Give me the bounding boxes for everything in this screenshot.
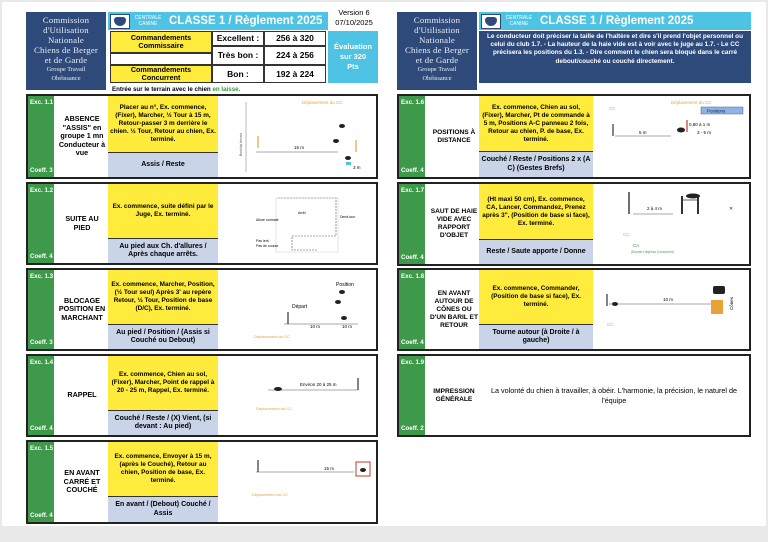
dog-icon xyxy=(686,194,700,199)
title-text: CLASSE 1 / Règlement 2025 xyxy=(540,15,694,27)
heelwork-area xyxy=(276,198,338,252)
exercise-positions: Tourne autour (à Droite / à gauche) xyxy=(479,324,593,349)
exercise-name: BLOCAGE POSITION EN MARCHANT xyxy=(58,295,106,322)
exercise-card xyxy=(397,268,751,351)
diagram-label: Départ xyxy=(292,304,308,310)
exercise-number: Exc. 1.3 Coeff. 3 xyxy=(28,270,54,349)
diagram-label: 3 - 5 m xyxy=(697,130,712,135)
diagram-label: Cônes xyxy=(729,296,734,310)
exercise-diagram xyxy=(218,270,376,349)
logo-sub: Groupe Travail xyxy=(417,66,457,73)
diagram-label: 15 m xyxy=(324,466,335,471)
exercise-description: (Ht maxi 50 cm), Ex. commence, CA, Lancer, Commandez, Prenez après 3", (Position de base si face), Ex. terminé. xyxy=(479,184,593,239)
diagram-label: 2 à 4 m xyxy=(647,206,663,211)
handler-icon xyxy=(258,136,356,152)
range-bon: 192 à 224 xyxy=(264,65,326,83)
instructions-box: Le conducteur doit préciser la taille de l'haltère et dire s'il prend l'objet personnel ou celui du club 1.7. - La hauteur de la haie vide est à voir avec le juge au 1.7. - Le CC précisera les positions du 1.3. - Dire comment le chien sera bloqué dans le carré debout/couché ou couché directement. xyxy=(479,31,751,83)
exercise-description: Placer au n°, Ex. commence, (Fixer), Marcher, ½ Tour à 15 m, Retour-passer 3 m derrière le chien. ½ Tour, Retour au chien, Ex. terminé. xyxy=(108,96,218,152)
exercise-name: POSITIONS À DISTANCE xyxy=(432,128,476,144)
exercise-card xyxy=(397,182,751,266)
logo-sub: Obéissance xyxy=(422,75,452,82)
evaluation-box: Évaluation sur 320 Pts xyxy=(328,31,378,83)
cun-logo xyxy=(397,12,477,90)
diagram-label: Arrêt xyxy=(298,211,306,215)
diagram-label: 10 m xyxy=(663,297,674,302)
diagram-label: Déplacement du CC xyxy=(302,100,343,105)
exercise-positions: Assis / Reste xyxy=(108,152,218,177)
exercise-description: Ex. commence, Chien au sol, (Fixer), Marcher, Pt de commande à 5 m, Positions A-C panneau 2 fois, Retour au chien, P. de base, Ex. terminé. xyxy=(479,96,593,151)
exercise-diagram xyxy=(218,442,376,522)
logo-line: d'Utilisation xyxy=(414,25,460,35)
exercise-description: Ex. commence, Chien au sol, (Fixer), Marcher, Point de rappel à 20 - 25 m, Rappel, Ex. terminé. xyxy=(108,356,218,410)
page-title xyxy=(108,12,328,30)
exercise-positions: Couché / Reste / Positions 2 x (A C) (Gestes Brefs) xyxy=(479,151,593,177)
diagram-label: Positions xyxy=(707,108,726,114)
exercise-diagram xyxy=(593,184,749,264)
diagram-label: Allure normale xyxy=(256,218,279,222)
exercise-name: SAUT DE HAIE VIDE AVEC RAPPORT D'OBJET xyxy=(430,208,478,239)
exercise-description: Ex. commence, suite défini par le Juge, Ex. terminé. xyxy=(108,184,218,238)
diagram-label: 15 m xyxy=(294,145,305,150)
diagram-label: 10 m xyxy=(310,324,321,329)
exercise-number: Exc. 1.1 Coeff. 3 xyxy=(28,96,54,177)
cone-icon xyxy=(711,300,723,314)
logo-line: Commission xyxy=(413,15,461,25)
diagram-label: 5 m xyxy=(639,130,647,135)
exercise-positions: En avant / (Debout) Couché / Assis xyxy=(108,496,218,522)
exercise-comment: La volonté du chien à travailler, à obéir. L'harmonie, la précision, le naturel de l'équipe xyxy=(491,385,737,405)
logo-line: Nationale xyxy=(419,35,455,45)
exercise-positions: Reste / Saute apporte / Donne xyxy=(479,239,593,264)
version-info xyxy=(328,8,380,28)
diagram-label: Pas de course xyxy=(256,244,279,248)
grading-label: Commandements Commissaire xyxy=(110,31,212,53)
diagram-label: CC xyxy=(609,106,616,111)
diagram-label: CA xyxy=(633,243,640,248)
exercise-number: Exc. 1.4 Coeff. 4 xyxy=(28,356,54,435)
exercise-name: EN AVANT CARRÉ ET COUCHÉ xyxy=(63,468,101,495)
exercise-positions: Couché / Reste / (X) Vient, (si devant : Au pied) xyxy=(108,410,218,435)
range-excellent: 256 à 320 xyxy=(264,31,326,46)
exercise-name: EN AVANT AUTOUR DE CÔNES OU D'UN BARIL ET RETOUR xyxy=(430,289,478,329)
heelwork-path xyxy=(278,198,336,250)
diagram-label: CC xyxy=(623,232,630,237)
exercise-card xyxy=(26,268,378,351)
cun-logo xyxy=(26,12,106,90)
dog-icon xyxy=(360,468,366,472)
page-title-right xyxy=(479,12,751,30)
logo-line: Chiens de Berger xyxy=(33,45,99,55)
exercise-card xyxy=(26,94,378,179)
diagram-label: Environ 20 à 25 m xyxy=(300,382,337,387)
exercise-number: Exc. 1.5 Coeff. 4 xyxy=(28,442,54,522)
diagram-label: Demi-tour xyxy=(340,215,356,219)
version-date: 07/10/2025 xyxy=(335,18,373,27)
exercise-description: Ex. commence, Envoyer à 15 m, (après le Couché), Retour au chien, Position de base, Ex. terminé. xyxy=(108,442,218,496)
logo-sub: Groupe Travail xyxy=(46,66,86,73)
exercise-number: Exc. 1.6 Coeff. 4 xyxy=(399,96,425,177)
exercise-number: Exc. 1.2 Coeff. 4 xyxy=(28,184,54,263)
exercise-diagram xyxy=(593,96,749,177)
hurdle-icon xyxy=(681,196,683,214)
exercise-card xyxy=(26,182,378,265)
diagram-label: 10 m xyxy=(342,324,353,329)
diagram-label: (Donner l'objet au Concurrent) xyxy=(631,250,674,254)
centrale-canine-icon xyxy=(481,14,501,29)
logo-line: Chiens de Berger xyxy=(404,45,470,55)
diagram-label: Bord du terrain xyxy=(239,132,243,156)
diagram-label: Position xyxy=(336,282,354,288)
diagram-label: Déplacement du CC xyxy=(252,492,289,497)
hurdle-icon xyxy=(697,196,699,214)
diagram-label: Déplacement du CC xyxy=(256,406,293,411)
diagram-label: Pas lent xyxy=(256,239,269,243)
exercise-positions: Au pied aux Ch. d'allures / Après chaque arrêts. xyxy=(108,238,218,263)
grade-tres-bon: Très bon : xyxy=(212,46,264,65)
logo-line: d'Utilisation xyxy=(43,25,89,35)
dog-bowl-icon xyxy=(346,162,351,165)
dog-icon xyxy=(274,387,282,391)
exercise-diagram xyxy=(218,356,376,435)
cc-badge: CENTRALE CANINE xyxy=(505,15,533,27)
title-text: CLASSE 1 / Règlement 2025 xyxy=(169,15,323,27)
version: Version 6 xyxy=(338,8,370,17)
exercise-diagram xyxy=(218,96,376,177)
logo-line: Commission xyxy=(42,15,90,25)
logo-line: Nationale xyxy=(48,35,84,45)
exercise-card xyxy=(26,440,378,524)
logo-line: et de Garde xyxy=(415,55,459,65)
diagram-label: 3 m xyxy=(353,165,361,170)
exercise-diagram xyxy=(218,184,376,263)
exercise-card xyxy=(397,94,751,179)
range-tres-bon: 224 à 256 xyxy=(264,46,326,65)
exercise-description: Ex. commence, Commander, (Position de base si face), Ex. terminé. xyxy=(479,270,593,324)
exercise-number: Exc. 1.7 Coeff. 4 xyxy=(399,184,425,264)
grade-bon: Bon : xyxy=(212,65,264,83)
exercise-card xyxy=(26,354,378,437)
diagram-label: CC xyxy=(607,322,614,327)
exercise-number: Exc. 1.8 Coeff. 4 xyxy=(399,270,425,349)
exercise-number: Exc. 1.9 Coeff. 2 xyxy=(399,356,425,435)
diagram-label: 0,80 à 1 m xyxy=(689,122,711,127)
logo-line: et de Garde xyxy=(44,55,88,65)
diagram-label: Déplacement du CC xyxy=(254,334,291,339)
exercise-positions: Au pied / Position / (Assis si Couché ou Debout) xyxy=(108,324,218,349)
dog-icon xyxy=(333,124,351,160)
grading-label: Commandements Concurrent xyxy=(110,65,212,83)
exercise-description: Ex. commence, Marcher, Position, (½ Tour seul) Après 3' au repère Retour, ½ Tour, Position de base (D/C), Ex. terminé. xyxy=(108,270,218,324)
exercise-card xyxy=(397,354,751,437)
exercise-diagram xyxy=(593,270,749,349)
dog-icon xyxy=(612,302,618,306)
exercise-name: SUITE AU PIED xyxy=(65,214,99,232)
centrale-canine-icon xyxy=(110,14,130,29)
exercise-name: IMPRESSION GÉNÉRALE xyxy=(433,387,475,403)
dog-icon xyxy=(335,290,347,320)
exercise-name: ABSENCE "ASSIS" en groupe 1 mn Conducteur à vue xyxy=(58,114,106,158)
cc-badge: CENTRALE CANINE xyxy=(134,15,162,27)
page xyxy=(2,2,766,526)
grading-label xyxy=(110,53,212,65)
grade-excellent: Excellent : xyxy=(212,31,264,46)
dumbbell-icon: ✕ xyxy=(729,206,734,212)
diagram-label: Déplacement du CC xyxy=(671,100,712,105)
exercise-name: RAPPEL xyxy=(67,390,97,400)
barrel-icon xyxy=(713,286,725,294)
logo-sub: Obéissance xyxy=(51,75,81,82)
intro-text: Entrée sur le terrain avec le chien en laisse. xyxy=(112,86,241,93)
dog-icon xyxy=(677,128,685,133)
